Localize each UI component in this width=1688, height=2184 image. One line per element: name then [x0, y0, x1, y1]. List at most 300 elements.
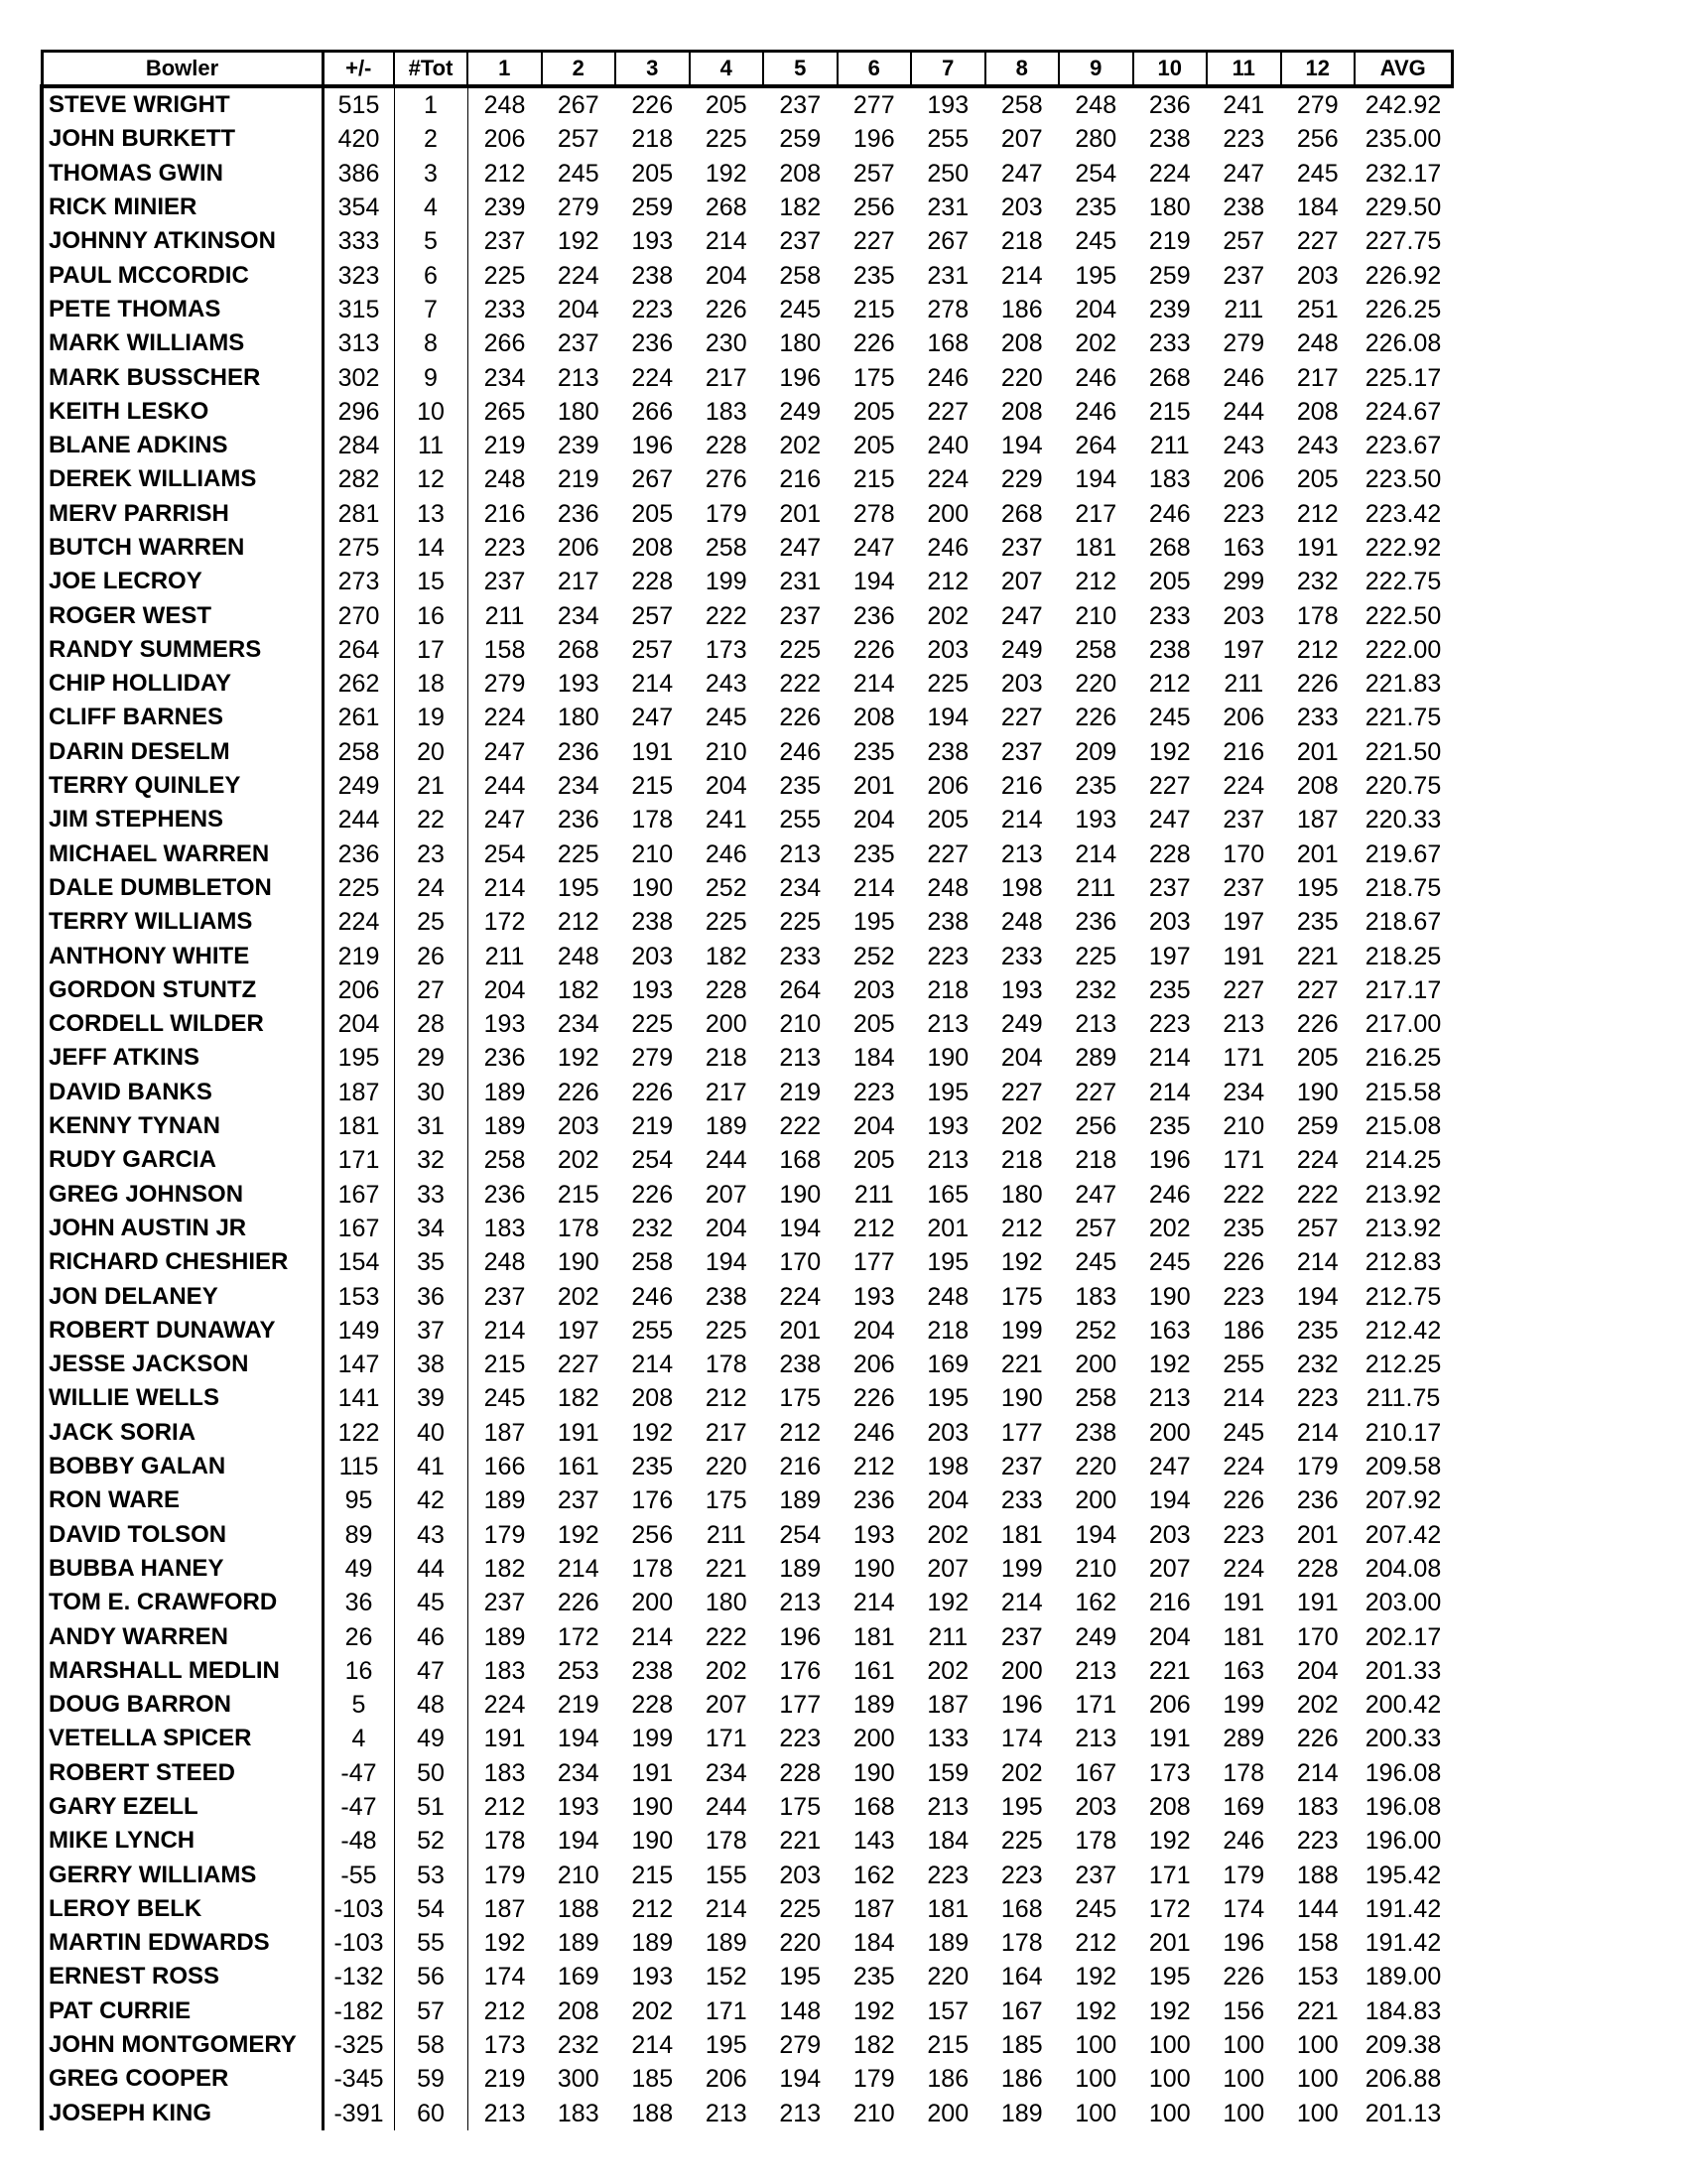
total-rank-cell: 7: [394, 293, 467, 326]
average-cell: 218.75: [1364, 873, 1442, 902]
game-3-score-cell: 259: [631, 193, 674, 222]
bowler-name-cell: ANDY WARREN: [42, 1619, 323, 1653]
game-12-score-cell: 100: [1296, 2065, 1339, 2094]
game-6-score-cell: 168: [852, 1792, 895, 1821]
bowler-name-cell: BUTCH WARREN: [42, 531, 323, 565]
game-3-score-cell: 199: [631, 1725, 674, 1753]
game-6-score-cell: 161: [852, 1656, 895, 1685]
game-6-score-cell: 212: [852, 1214, 895, 1242]
game-11-score-cell: 223: [1223, 1282, 1265, 1311]
average-cell: 225.17: [1364, 363, 1442, 392]
game-7-score-cell: 231: [927, 193, 970, 222]
total-rank-cell: 26: [394, 939, 467, 972]
bowler-name-cell: GREG JOHNSON: [42, 1178, 323, 1212]
game-7-score-cell: 215: [927, 2031, 970, 2060]
table-row: [42, 1858, 1452, 1891]
game-10-score-cell: 206: [1148, 1691, 1191, 1720]
game-11-score-cell: 100: [1223, 2099, 1265, 2127]
game-11-score-cell: 241: [1223, 91, 1265, 120]
game-3-score-cell: 205: [631, 159, 674, 188]
game-10-score-cell: 100: [1148, 2031, 1191, 2060]
table-row: [42, 1109, 1452, 1143]
game-7-score-cell: 181: [927, 1894, 970, 1923]
game-6-score-cell: 203: [852, 975, 895, 1004]
total-rank-cell: 17: [394, 633, 467, 667]
plus-minus-cell: 515: [337, 91, 380, 120]
bowler-name-cell: DEREK WILLIAMS: [42, 462, 323, 496]
game-6-score-cell: 201: [852, 772, 895, 801]
game-8-score-cell: 221: [1000, 1350, 1043, 1379]
game-7-score-cell: 240: [927, 432, 970, 460]
game-7-score-cell: 203: [927, 1418, 970, 1447]
total-rank-cell: 41: [394, 1450, 467, 1483]
bowler-name-cell: JOHN AUSTIN JR: [42, 1212, 323, 1245]
game-12-score-cell: 224: [1296, 1146, 1339, 1175]
game-1-score-cell: 248: [483, 1248, 526, 1277]
game-3-score-cell: 203: [631, 942, 674, 970]
table-row: [42, 598, 1452, 632]
game-3-score-cell: 190: [631, 873, 674, 902]
game-4-score-cell: 207: [705, 1180, 747, 1209]
game-5-score-cell: 168: [779, 1146, 822, 1175]
plus-minus-cell: 323: [337, 261, 380, 290]
game-2-score-cell: 194: [557, 1827, 599, 1856]
bowler-name-cell: DARIN DESELM: [42, 735, 323, 769]
header-plus-minus: +/-: [323, 52, 394, 87]
average-cell: 212.83: [1364, 1248, 1442, 1277]
average-cell: 215.08: [1364, 1112, 1442, 1141]
game-4-score-cell: 171: [705, 1725, 747, 1753]
game-4-score-cell: 217: [705, 363, 747, 392]
game-6-score-cell: 212: [852, 1453, 895, 1481]
game-8-score-cell: 195: [1000, 1792, 1043, 1821]
game-6-score-cell: 195: [852, 908, 895, 937]
game-9-score-cell: 232: [1075, 975, 1117, 1004]
table-row: [42, 258, 1452, 292]
game-3-score-cell: 192: [631, 1418, 674, 1447]
average-cell: 184.83: [1364, 1996, 1442, 2025]
game-1-score-cell: 212: [483, 1996, 526, 2025]
game-12-score-cell: 204: [1296, 1656, 1339, 1685]
game-12-score-cell: 187: [1296, 806, 1339, 835]
game-6-score-cell: 193: [852, 1282, 895, 1311]
game-1-score-cell: 211: [484, 601, 525, 630]
game-10-score-cell: 214: [1148, 1044, 1191, 1073]
bowler-name-cell: VETELLA SPICER: [42, 1722, 323, 1755]
game-1-score-cell: 224: [483, 704, 526, 732]
game-6-score-cell: 226: [852, 635, 895, 664]
bowler-name-cell: MARTIN EDWARDS: [42, 1926, 323, 1960]
game-10-score-cell: 268: [1148, 534, 1191, 562]
game-5-score-cell: 189: [779, 1554, 822, 1583]
total-rank-cell: 30: [394, 1076, 467, 1109]
plus-minus-cell: 224: [337, 908, 380, 937]
plus-minus-cell: 244: [337, 806, 380, 835]
game-9-score-cell: 246: [1075, 363, 1117, 392]
total-rank-cell: 9: [394, 360, 467, 394]
game-11-score-cell: 237: [1223, 806, 1265, 835]
game-7-score-cell: 203: [927, 635, 970, 664]
bowler-name-cell: JIM STEPHENS: [42, 803, 323, 836]
bowler-name-cell: JACK SORIA: [42, 1416, 323, 1450]
game-3-score-cell: 176: [631, 1486, 674, 1515]
game-2-score-cell: 193: [557, 1792, 599, 1821]
game-8-score-cell: 196: [1000, 1691, 1043, 1720]
game-3-score-cell: 178: [631, 806, 674, 835]
average-cell: 214.25: [1364, 1146, 1442, 1175]
game-6-score-cell: 226: [852, 1384, 895, 1413]
game-11-score-cell: 210: [1223, 1112, 1265, 1141]
game-3-score-cell: 212: [631, 1894, 674, 1923]
game-3-score-cell: 223: [631, 295, 674, 323]
game-5-score-cell: 213: [779, 839, 822, 868]
bowler-name-cell: KENNY TYNAN: [42, 1109, 323, 1143]
table-row: [42, 1143, 1452, 1177]
game-9-score-cell: 100: [1075, 2031, 1117, 2060]
plus-minus-cell: 16: [344, 1656, 373, 1685]
plus-minus-cell: -132: [333, 1963, 384, 1991]
bowler-name-cell: ROGER WEST: [42, 598, 323, 632]
game-9-score-cell: 280: [1075, 125, 1117, 154]
game-7-score-cell: 184: [927, 1827, 970, 1856]
game-2-score-cell: 219: [557, 465, 599, 494]
game-11-score-cell: 237: [1223, 261, 1265, 290]
game-2-score-cell: 180: [557, 397, 599, 426]
game-1-score-cell: 214: [483, 1316, 526, 1345]
game-5-score-cell: 237: [779, 227, 822, 256]
game-5-score-cell: 255: [779, 806, 822, 835]
game-9-score-cell: 200: [1075, 1486, 1117, 1515]
table-row: [42, 1722, 1452, 1755]
total-rank-cell: 27: [394, 973, 467, 1007]
game-10-score-cell: 171: [1148, 1861, 1191, 1889]
game-2-score-cell: 227: [557, 1350, 599, 1379]
game-2-score-cell: 180: [557, 704, 599, 732]
game-8-score-cell: 213: [1000, 839, 1043, 868]
game-7-score-cell: 213: [927, 1792, 970, 1821]
bowler-name-cell: JOHN BURKETT: [42, 122, 323, 156]
game-8-score-cell: 174: [1000, 1725, 1043, 1753]
game-6-score-cell: 278: [852, 499, 895, 528]
plus-minus-cell: -103: [333, 1894, 384, 1923]
game-4-score-cell: 179: [705, 499, 747, 528]
game-12-score-cell: 195: [1296, 873, 1339, 902]
game-1-score-cell: 244: [483, 772, 526, 801]
game-6-score-cell: 204: [852, 1316, 895, 1345]
average-cell: 220.75: [1364, 772, 1442, 801]
average-cell: 209.38: [1364, 2031, 1442, 2060]
table-row: [42, 1212, 1452, 1245]
plus-minus-cell: 219: [337, 942, 380, 970]
game-2-score-cell: 300: [557, 2065, 599, 2094]
game-3-score-cell: 247: [631, 704, 674, 732]
table-row: [42, 2097, 1452, 2130]
game-5-score-cell: 247: [779, 534, 822, 562]
game-12-score-cell: 221: [1296, 1996, 1339, 2025]
game-6-score-cell: 236: [852, 1486, 895, 1515]
game-12-score-cell: 235: [1296, 908, 1339, 937]
game-2-score-cell: 279: [557, 193, 599, 222]
game-10-score-cell: 100: [1148, 2099, 1191, 2127]
game-4-score-cell: 220: [705, 1453, 747, 1481]
game-4-score-cell: 230: [705, 329, 747, 358]
game-12-score-cell: 202: [1296, 1691, 1339, 1720]
game-8-score-cell: 175: [1000, 1282, 1043, 1311]
game-1-score-cell: 237: [483, 1589, 526, 1617]
game-11-score-cell: 196: [1223, 1929, 1265, 1958]
game-10-score-cell: 205: [1148, 568, 1191, 596]
game-2-score-cell: 234: [557, 1758, 599, 1787]
game-3-score-cell: 267: [631, 465, 674, 494]
bowler-name-cell: PAT CURRIE: [42, 1994, 323, 2028]
game-9-score-cell: 247: [1075, 1180, 1117, 1209]
game-1-score-cell: 236: [483, 1044, 526, 1073]
game-3-score-cell: 185: [631, 2065, 674, 2094]
table-row: [42, 1994, 1452, 2028]
game-5-score-cell: 202: [779, 432, 822, 460]
game-12-score-cell: 248: [1296, 329, 1339, 358]
game-12-score-cell: 214: [1296, 1418, 1339, 1447]
game-4-score-cell: 199: [705, 568, 747, 596]
game-6-score-cell: 246: [852, 1418, 895, 1447]
bowler-name-cell: PETE THOMAS: [42, 293, 323, 326]
game-10-score-cell: 194: [1148, 1486, 1191, 1515]
game-1-score-cell: 237: [483, 568, 526, 596]
game-4-score-cell: 171: [705, 1996, 747, 2025]
average-cell: 217.17: [1364, 975, 1442, 1004]
game-2-score-cell: 237: [557, 329, 599, 358]
plus-minus-cell: -182: [333, 1996, 384, 2025]
bowler-name-cell: RICK MINIER: [42, 191, 323, 224]
game-5-score-cell: 210: [779, 1010, 822, 1039]
total-rank-cell: 42: [394, 1483, 467, 1517]
game-12-score-cell: 212: [1296, 635, 1339, 664]
game-5-score-cell: 196: [779, 1622, 822, 1651]
table-row: [42, 1960, 1452, 1993]
header-game-9-score: 9: [1059, 52, 1133, 87]
table-row: [42, 837, 1452, 871]
game-8-score-cell: 249: [1000, 1010, 1043, 1039]
game-6-score-cell: 162: [852, 1861, 895, 1889]
game-12-score-cell: 256: [1296, 125, 1339, 154]
game-2-score-cell: 248: [557, 942, 599, 970]
game-7-score-cell: 186: [927, 2065, 970, 2094]
game-8-score-cell: 202: [1000, 1112, 1043, 1141]
game-3-score-cell: 189: [631, 1929, 674, 1958]
game-5-score-cell: 176: [779, 1656, 822, 1685]
game-3-score-cell: 279: [631, 1044, 674, 1073]
game-11-score-cell: 227: [1223, 975, 1265, 1004]
total-rank-cell: 4: [394, 191, 467, 224]
total-rank-cell: 45: [394, 1586, 467, 1619]
game-6-score-cell: 189: [852, 1691, 895, 1720]
game-5-score-cell: 175: [779, 1384, 822, 1413]
game-11-score-cell: 245: [1223, 1418, 1265, 1447]
game-6-score-cell: 184: [852, 1929, 895, 1958]
average-cell: 216.25: [1364, 1044, 1442, 1073]
game-10-score-cell: 192: [1148, 1996, 1191, 2025]
game-5-score-cell: 213: [779, 1044, 822, 1073]
game-6-score-cell: 252: [852, 942, 895, 970]
game-8-score-cell: 202: [1000, 1758, 1043, 1787]
table-row: [42, 1178, 1452, 1212]
game-8-score-cell: 214: [1000, 1589, 1043, 1617]
game-4-score-cell: 175: [705, 1486, 747, 1515]
game-5-score-cell: 223: [779, 1725, 822, 1753]
table-row: [42, 462, 1452, 496]
game-7-score-cell: 157: [927, 1996, 970, 2025]
game-4-score-cell: 268: [705, 193, 747, 222]
plus-minus-cell: 153: [337, 1282, 380, 1311]
game-7-score-cell: 195: [927, 1384, 970, 1413]
table-row: [42, 326, 1452, 360]
game-11-score-cell: 223: [1223, 125, 1265, 154]
game-7-score-cell: 212: [927, 568, 970, 596]
game-11-score-cell: 170: [1223, 839, 1265, 868]
game-4-score-cell: 210: [705, 737, 747, 766]
plus-minus-cell: -47: [340, 1758, 377, 1787]
game-8-score-cell: 225: [1000, 1827, 1043, 1856]
game-2-score-cell: 234: [557, 1010, 599, 1039]
game-2-score-cell: 183: [557, 2099, 599, 2127]
table-row: [42, 157, 1452, 191]
plus-minus-cell: 354: [337, 193, 380, 222]
game-5-score-cell: 195: [779, 1963, 822, 1991]
game-11-score-cell: 206: [1223, 465, 1265, 494]
game-11-score-cell: 100: [1223, 2031, 1265, 2060]
game-11-score-cell: 100: [1223, 2065, 1265, 2094]
game-8-score-cell: 164: [1000, 1963, 1043, 1991]
game-1-score-cell: 183: [483, 1214, 526, 1242]
game-4-score-cell: 258: [705, 534, 747, 562]
game-9-score-cell: 192: [1075, 1996, 1117, 2025]
total-rank-cell: 46: [394, 1619, 467, 1653]
plus-minus-cell: 204: [337, 1010, 380, 1039]
total-rank-cell: 25: [394, 905, 467, 939]
game-9-score-cell: 237: [1075, 1861, 1117, 1889]
game-1-score-cell: 191: [483, 1725, 526, 1753]
game-1-score-cell: 219: [483, 2065, 526, 2094]
game-2-score-cell: 194: [557, 1725, 599, 1753]
game-9-score-cell: 210: [1075, 1554, 1117, 1583]
game-2-score-cell: 202: [557, 1282, 599, 1311]
total-rank-cell: 59: [394, 2062, 467, 2096]
plus-minus-cell: -47: [340, 1792, 377, 1821]
game-11-score-cell: 214: [1223, 1384, 1265, 1413]
game-9-score-cell: 193: [1075, 806, 1117, 835]
game-11-score-cell: 174: [1223, 1894, 1265, 1923]
game-7-score-cell: 195: [927, 1078, 970, 1106]
game-2-score-cell: 188: [557, 1894, 599, 1923]
game-10-score-cell: 183: [1148, 465, 1191, 494]
game-9-score-cell: 194: [1075, 1520, 1117, 1549]
game-4-score-cell: 204: [705, 1214, 747, 1242]
game-6-score-cell: 226: [852, 329, 895, 358]
table-row: [42, 1245, 1452, 1279]
game-5-score-cell: 279: [779, 2031, 822, 2060]
game-8-score-cell: 268: [1000, 499, 1043, 528]
game-10-score-cell: 213: [1148, 1384, 1191, 1413]
game-1-score-cell: 213: [483, 2099, 526, 2127]
game-9-score-cell: 171: [1075, 1691, 1117, 1720]
standings-sheet: [40, 50, 1454, 2130]
game-10-score-cell: 191: [1148, 1725, 1191, 1753]
game-3-score-cell: 200: [631, 1589, 674, 1617]
game-1-score-cell: 233: [483, 295, 526, 323]
game-5-score-cell: 238: [779, 1350, 822, 1379]
game-5-score-cell: 216: [779, 1453, 822, 1481]
game-8-score-cell: 177: [1000, 1418, 1043, 1447]
game-11-score-cell: 156: [1223, 1996, 1265, 2025]
game-10-score-cell: 172: [1148, 1894, 1191, 1923]
table-row: [42, 2028, 1452, 2062]
game-7-score-cell: 159: [927, 1758, 970, 1787]
game-8-score-cell: 258: [1000, 91, 1043, 120]
table-row: [42, 1348, 1452, 1381]
game-8-score-cell: 190: [1000, 1384, 1043, 1413]
game-1-score-cell: 214: [483, 873, 526, 902]
game-12-score-cell: 191: [1296, 1589, 1339, 1617]
game-4-score-cell: 178: [705, 1827, 747, 1856]
total-rank-cell: 3: [394, 157, 467, 191]
game-7-score-cell: 218: [927, 975, 970, 1004]
plus-minus-cell: 89: [344, 1520, 373, 1549]
game-11-score-cell: 211: [1224, 670, 1264, 699]
total-rank-cell: 16: [394, 598, 467, 632]
game-6-score-cell: 256: [852, 193, 895, 222]
game-2-score-cell: 214: [557, 1554, 599, 1583]
game-4-score-cell: 238: [705, 1282, 747, 1311]
game-6-score-cell: 204: [852, 1112, 895, 1141]
game-4-score-cell: 155: [705, 1861, 747, 1889]
game-9-score-cell: 258: [1075, 1384, 1117, 1413]
game-3-score-cell: 255: [631, 1316, 674, 1345]
game-5-score-cell: 175: [779, 1792, 822, 1821]
game-12-score-cell: 201: [1296, 839, 1339, 868]
game-8-score-cell: 181: [1000, 1520, 1043, 1549]
game-9-score-cell: 181: [1075, 534, 1117, 562]
game-6-score-cell: 211: [853, 1180, 894, 1209]
total-rank-cell: 40: [394, 1416, 467, 1450]
game-3-score-cell: 193: [631, 975, 674, 1004]
game-7-score-cell: 194: [927, 704, 970, 732]
plus-minus-cell: -103: [333, 1929, 384, 1958]
game-3-score-cell: 210: [631, 839, 674, 868]
game-7-score-cell: 192: [927, 1589, 970, 1617]
game-5-score-cell: 226: [779, 704, 822, 732]
game-10-score-cell: 219: [1148, 227, 1191, 256]
game-10-score-cell: 233: [1148, 601, 1191, 630]
table-row: [42, 224, 1452, 258]
game-8-score-cell: 218: [1000, 1146, 1043, 1175]
game-4-score-cell: 189: [705, 1929, 747, 1958]
game-8-score-cell: 199: [1000, 1316, 1043, 1345]
total-rank-cell: 10: [394, 395, 467, 429]
game-6-score-cell: 179: [852, 2065, 895, 2094]
game-1-score-cell: 182: [483, 1554, 526, 1583]
game-11-score-cell: 223: [1223, 499, 1265, 528]
game-9-score-cell: 220: [1075, 670, 1117, 699]
game-2-score-cell: 182: [557, 975, 599, 1004]
game-11-score-cell: 246: [1223, 1827, 1265, 1856]
game-4-score-cell: 211: [706, 1520, 746, 1549]
plus-minus-cell: 167: [337, 1180, 380, 1209]
game-12-score-cell: 212: [1296, 499, 1339, 528]
game-6-score-cell: 205: [852, 397, 895, 426]
game-10-score-cell: 192: [1148, 737, 1191, 766]
game-1-score-cell: 179: [483, 1861, 526, 1889]
bowler-name-cell: GERRY WILLIAMS: [42, 1858, 323, 1891]
